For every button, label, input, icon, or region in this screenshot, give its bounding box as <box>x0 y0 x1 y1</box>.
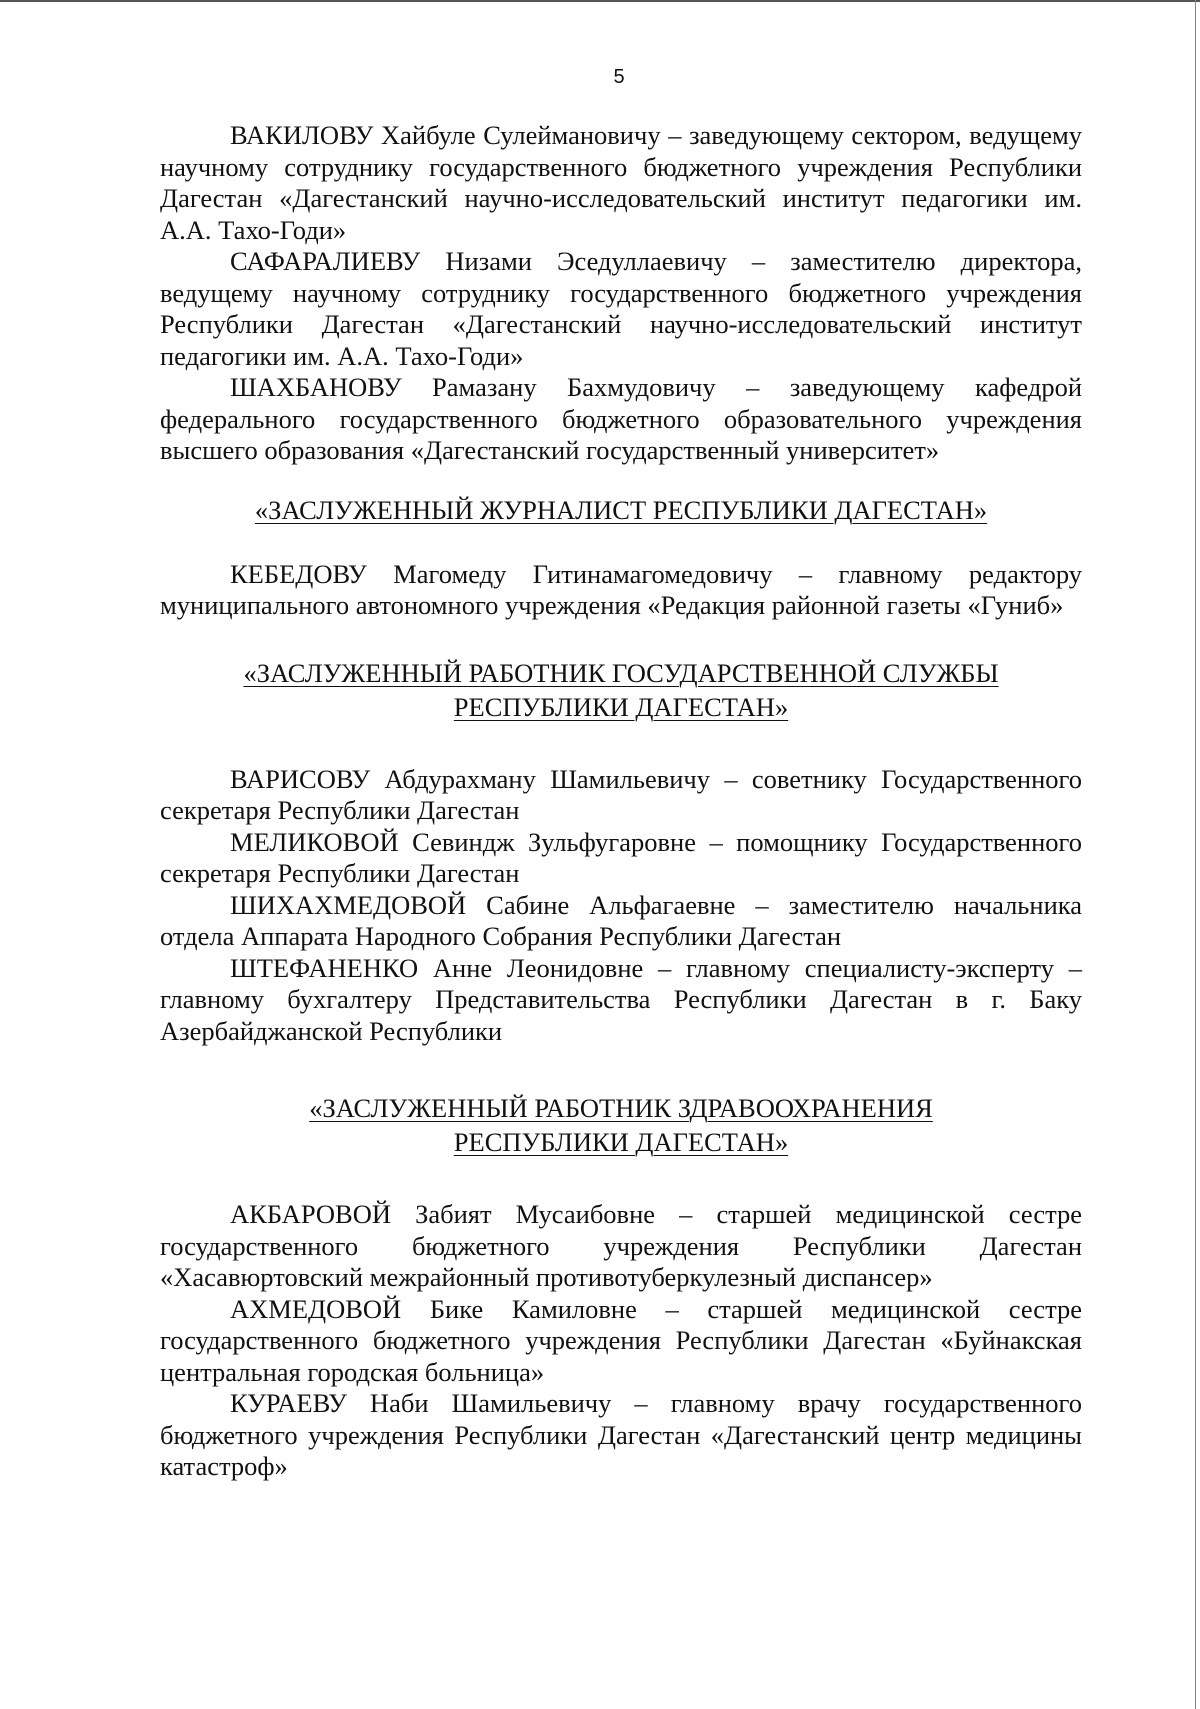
award-recipient: МЕЛИКОВОЙ Севиндж Зульфугаровне – помощнику Государственного секретаря Республики Дагестан <box>160 826 1082 888</box>
award-recipient: КЕБЕДОВУ Магомеду Гитинамагомедовичу – главному редактору муниципального автономного учреждения «Редакция районной газеты «Гуниб» <box>160 558 1082 620</box>
section-heading-line: РЕСПУБЛИКИ ДАГЕСТАН» <box>453 691 789 722</box>
section-intro <box>160 120 1082 467</box>
section-healthcare <box>160 1091 1082 1483</box>
award-recipient: АХМЕДОВОЙ Бике Камиловне – старшей медицинской сестре государственного бюджетного учреждения Республики Дагестан «Буйнакская центральная городская больница» <box>160 1293 1082 1387</box>
award-recipient: ШТЕФАНЕНКО Анне Леонидовне – главному специалисту-эксперту – главному бухгалтеру Представительства Республики Дагестан в г. Баку Азербайджанской Республики <box>160 952 1082 1046</box>
section-heading-line: «ЗАСЛУЖЕННЫЙ РАБОТНИК ГОСУДАРСТВЕННОЙ СЛУЖБЫ <box>243 657 999 688</box>
award-recipient: АКБАРОВОЙ Забият Мусаибовне – старшей медицинской сестре государственного бюджетного учреждения Республики Дагестан «Хасавюртовский межрайонный противотуберкулезный диспансер» <box>160 1199 1082 1292</box>
document-body <box>160 120 1082 1483</box>
section-heading <box>160 656 1082 724</box>
page-edge-top <box>0 0 1200 2</box>
section-heading: «ЗАСЛУЖЕННЫЙ ЖУРНАЛИСТ РЕСПУБЛИКИ ДАГЕСТАН» <box>254 494 988 525</box>
section-journalist <box>160 493 1082 622</box>
award-recipient: САФАРАЛИЕВУ Низами Эседуллаевичу – заместителю директора, ведущему научному сотруднику государственного бюджетного учреждения Республики Дагестан «Дагестанский научно-исследовательский институт педагогики им. А.А. Тахо-Годи» <box>160 246 1082 371</box>
award-recipient: ШАХБАНОВУ Рамазану Бахмудовичу – заведующему кафедрой федерального государственного бюджетного образовательного учреждения высшего образования «Дагестанский государственный университет» <box>160 372 1082 465</box>
award-recipient: ВАРИСОВУ Абдурахману Шамильевичу – советнику Государственного секретаря Республики Дагестан <box>160 763 1082 825</box>
page-edge-right <box>1195 0 1196 1709</box>
award-recipient: ВАКИЛОВУ Хайбуле Сулеймановичу – заведующему сектором, ведущему научному сотруднику государственного бюджетного учреждения Республики Дагестан «Дагестанский научно-исследовательский институт педагогики им. А.А. Тахо-Годи» <box>160 120 1082 245</box>
section-heading <box>160 1091 1082 1159</box>
award-recipient: ШИХАХМЕДОВОЙ Сабине Альфагаевне – заместителю начальника отдела Аппарата Народного Собрания Республики Дагестан <box>160 889 1082 951</box>
award-recipient: КУРАЕВУ Наби Шамильевичу – главному врачу государственного бюджетного учреждения Республики Дагестан «Дагестанский центр медицины катастроф» <box>160 1388 1082 1481</box>
section-civil-service <box>160 656 1082 1048</box>
section-heading-line: «ЗАСЛУЖЕННЫЙ РАБОТНИК ЗДРАВООХРАНЕНИЯ <box>309 1093 933 1123</box>
page-number: 5 <box>613 66 625 88</box>
section-heading-line: РЕСПУБЛИКИ ДАГЕСТАН» <box>453 1127 789 1157</box>
